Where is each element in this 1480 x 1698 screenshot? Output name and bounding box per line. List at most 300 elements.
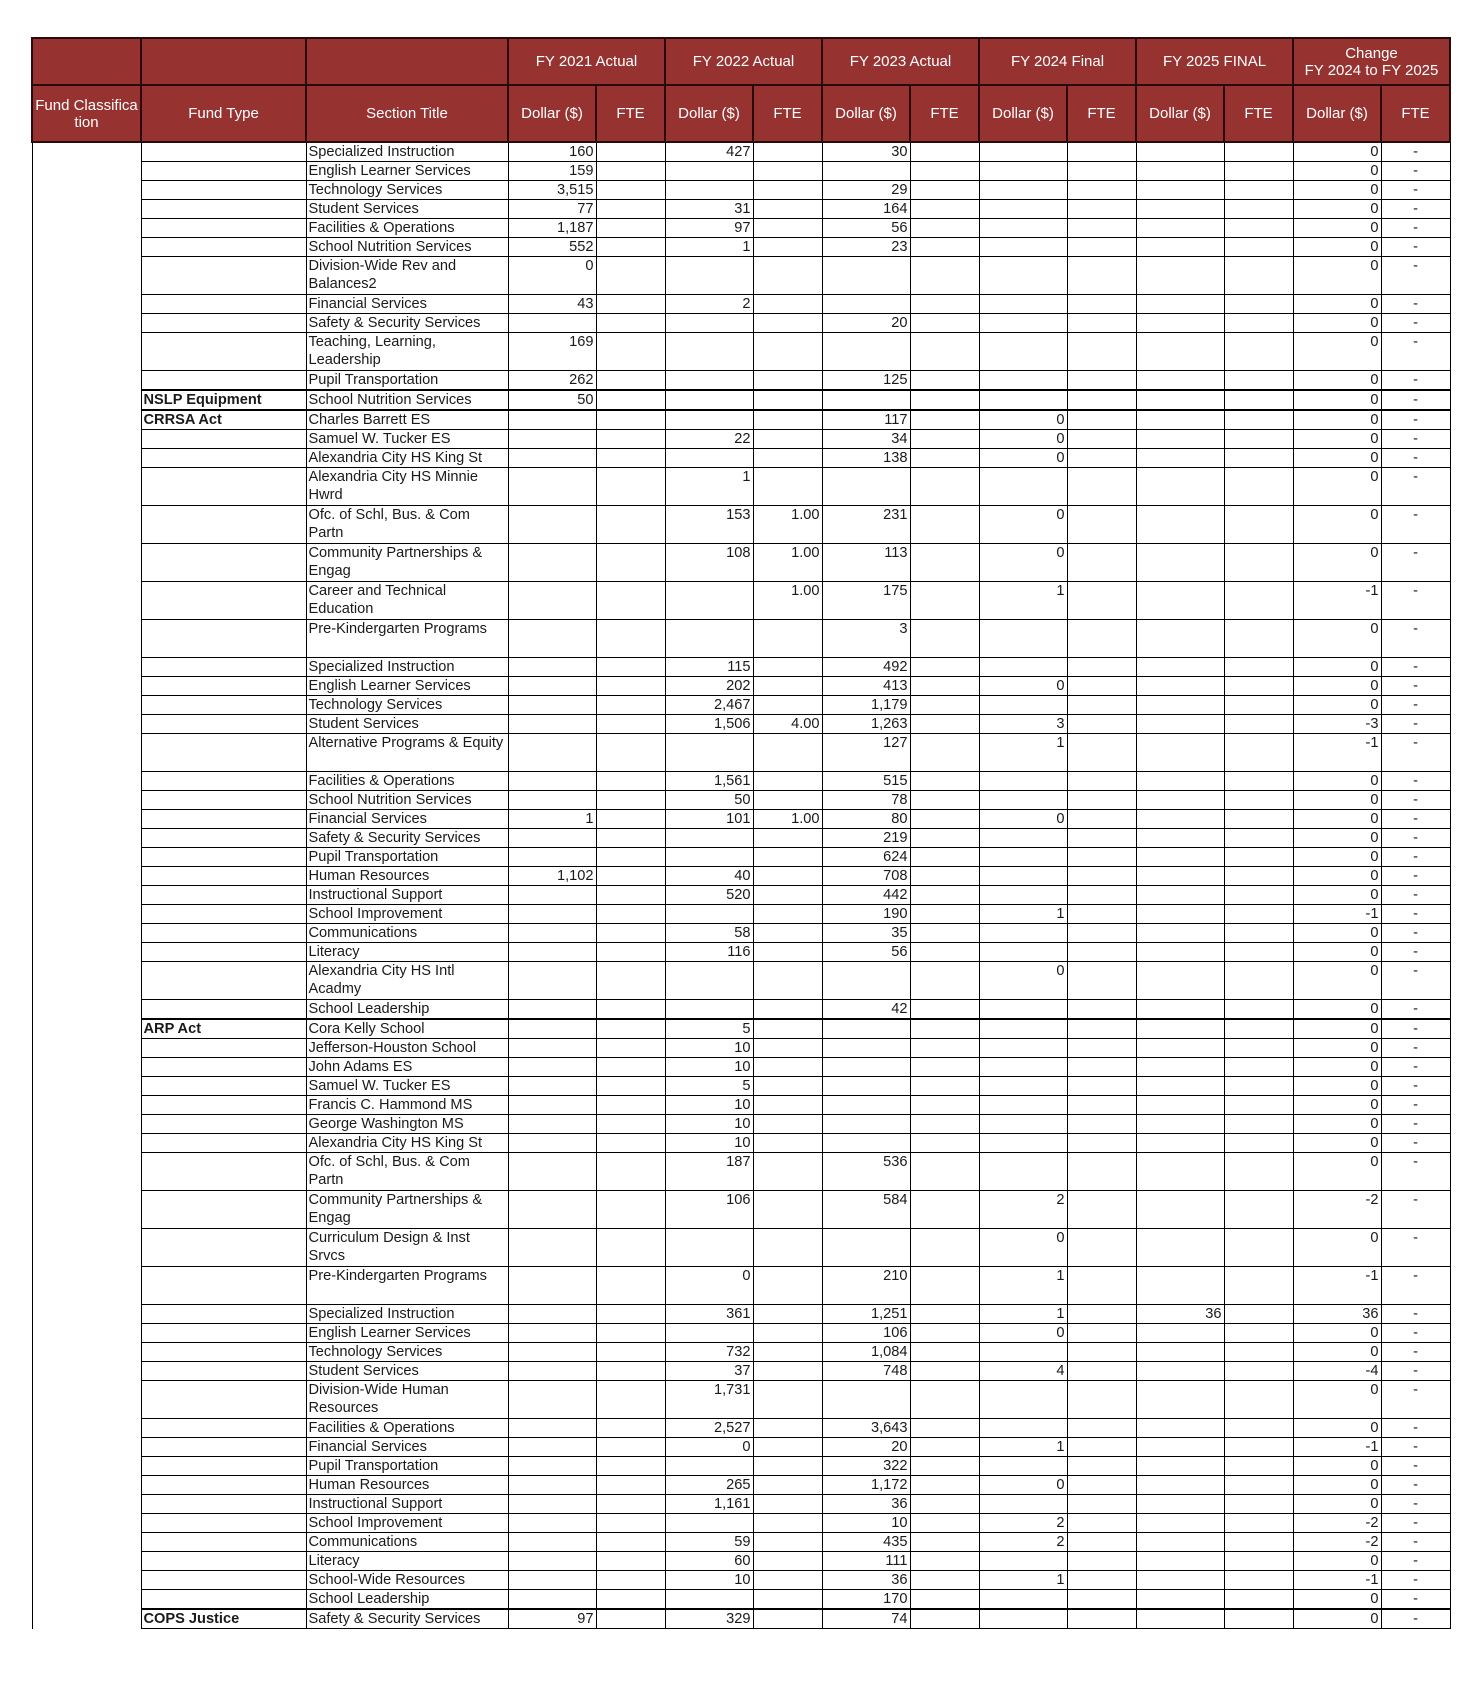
fy2025-dollar-cell (1136, 1495, 1224, 1514)
fy2022-dollar-cell (665, 390, 753, 410)
section-title-cell: English Learner Services (306, 1324, 508, 1343)
change-fte-cell: - (1381, 905, 1450, 924)
fy2025-dollar-cell (1136, 1019, 1224, 1039)
fy2022-dollar-cell: 1 (665, 238, 753, 257)
fy2021-dollar-cell (508, 772, 596, 791)
fy2021-dollar-cell (508, 829, 596, 848)
fy2024-dollar-cell: 0 (979, 410, 1067, 430)
fy2025-dollar-cell (1136, 867, 1224, 886)
change-fte-cell: - (1381, 962, 1450, 1000)
change-fte-cell: - (1381, 200, 1450, 219)
fy2022-dollar-cell (665, 905, 753, 924)
change-fte-cell: - (1381, 943, 1450, 962)
fy2024-fte-cell (1067, 734, 1136, 772)
fy2025-dollar-cell (1136, 1533, 1224, 1552)
fy2024-fte-cell (1067, 715, 1136, 734)
fy2024-dollar-cell (979, 1039, 1067, 1058)
fy2025-dollar-cell (1136, 582, 1224, 620)
fy2025-fte-cell (1224, 715, 1293, 734)
fy2024-fte-cell (1067, 867, 1136, 886)
fy2021-fte-cell (596, 1077, 665, 1096)
change-fte-cell: - (1381, 295, 1450, 314)
fy2021-dollar-cell (508, 1058, 596, 1077)
section-title-cell: Charles Barrett ES (306, 410, 508, 430)
fy2025-fte-cell (1224, 620, 1293, 658)
fy2021-dollar-cell (508, 1039, 596, 1058)
fy2023-fte-cell (910, 886, 979, 905)
change-dollar-cell: 0 (1293, 1115, 1381, 1134)
fy2023-fte-cell (910, 1552, 979, 1571)
fy2021-fte-cell (596, 295, 665, 314)
fy2024-fte-cell (1067, 544, 1136, 582)
fy2023-dollar-cell: 748 (822, 1362, 910, 1381)
fy2024-fte-cell (1067, 200, 1136, 219)
fy2023-fte-cell (910, 1153, 979, 1191)
fy2023-fte-cell (910, 333, 979, 371)
fy2023-fte-cell (910, 791, 979, 810)
section-title-cell: School Nutrition Services (306, 390, 508, 410)
fy2025-fte-cell (1224, 1590, 1293, 1610)
fy2024-dollar-cell (979, 867, 1067, 886)
fy2023-fte-cell (910, 1362, 979, 1381)
fy2025-dollar-cell (1136, 1115, 1224, 1134)
fy2022-dollar-cell: 5 (665, 1077, 753, 1096)
fy2022-dollar-cell (665, 1229, 753, 1267)
section-title-cell: Financial Services (306, 1438, 508, 1457)
change-fte-cell: - (1381, 1115, 1450, 1134)
fy2025-dollar-cell (1136, 506, 1224, 544)
fy2025-dollar-cell (1136, 1438, 1224, 1457)
fy2024-dollar-cell (979, 1134, 1067, 1153)
fy2022-dollar-cell (665, 734, 753, 772)
fy2025-fte-cell (1224, 1362, 1293, 1381)
section-title-cell: Pupil Transportation (306, 1457, 508, 1476)
fy2021-fte-cell (596, 181, 665, 200)
fy2025-fte-cell (1224, 1438, 1293, 1457)
fy2022-fte-cell (753, 257, 822, 295)
fy2021-dollar-cell (508, 1495, 596, 1514)
table-row (32, 924, 1450, 943)
fund-type-cell (141, 848, 306, 867)
fund-type-cell (141, 506, 306, 544)
change-dollar-cell: 0 (1293, 295, 1381, 314)
fy2021-fte-cell (596, 1039, 665, 1058)
change-fte-cell: - (1381, 544, 1450, 582)
fy2025-dollar-cell (1136, 1571, 1224, 1590)
table-row (32, 905, 1450, 924)
fy2022-fte-cell (753, 772, 822, 791)
change-dollar-cell: 0 (1293, 886, 1381, 905)
fy2023-fte-cell (910, 962, 979, 1000)
fy2024-fte-cell (1067, 1134, 1136, 1153)
fund-type-cell (141, 1343, 306, 1362)
fy2025-dollar-cell (1136, 791, 1224, 810)
change-fte-cell: - (1381, 810, 1450, 829)
fy2021-dollar-cell (508, 506, 596, 544)
change-fte-cell: - (1381, 1552, 1450, 1571)
header-fte: FTE (753, 85, 822, 142)
fy2025-fte-cell (1224, 1609, 1293, 1629)
fy2022-fte-cell (753, 734, 822, 772)
fy2023-fte-cell (910, 162, 979, 181)
fy2025-dollar-cell (1136, 1552, 1224, 1571)
change-dollar-cell: 0 (1293, 696, 1381, 715)
fy2025-fte-cell (1224, 962, 1293, 1000)
fy2025-dollar-cell (1136, 943, 1224, 962)
fy2022-dollar-cell (665, 410, 753, 430)
section-title-cell: John Adams ES (306, 1058, 508, 1077)
fy2021-fte-cell (596, 314, 665, 333)
change-fte-cell: - (1381, 1134, 1450, 1153)
fy2021-dollar-cell (508, 1381, 596, 1419)
fy2024-dollar-cell: 0 (979, 544, 1067, 582)
fy2022-dollar-cell: 520 (665, 886, 753, 905)
fy2023-dollar-cell: 42 (822, 1000, 910, 1020)
fy2025-fte-cell (1224, 468, 1293, 506)
budget-table (31, 37, 1451, 1629)
fy2023-fte-cell (910, 314, 979, 333)
fy2022-dollar-cell: 202 (665, 677, 753, 696)
fy2024-dollar-cell (979, 658, 1067, 677)
change-dollar-cell: -1 (1293, 1267, 1381, 1305)
fy2024-dollar-cell (979, 371, 1067, 391)
fy2025-fte-cell (1224, 181, 1293, 200)
fund-type-cell (141, 734, 306, 772)
fy2025-fte-cell (1224, 1495, 1293, 1514)
fund-classification-cell (32, 142, 141, 1629)
header-fte: FTE (1224, 85, 1293, 142)
fy2022-fte-cell (753, 1000, 822, 1020)
fy2022-dollar-cell: 10 (665, 1134, 753, 1153)
fy2025-dollar-cell (1136, 962, 1224, 1000)
fy2021-dollar-cell: 159 (508, 162, 596, 181)
fy2023-dollar-cell: 164 (822, 200, 910, 219)
fy2024-fte-cell (1067, 1019, 1136, 1039)
fy2021-dollar-cell (508, 1267, 596, 1305)
fund-type-cell (141, 371, 306, 391)
fy2023-fte-cell (910, 1191, 979, 1229)
fy2022-dollar-cell (665, 848, 753, 867)
fund-type-cell: NSLP Equipment (141, 390, 306, 410)
fy2024-fte-cell (1067, 677, 1136, 696)
section-title-cell: English Learner Services (306, 677, 508, 696)
fy2022-fte-cell (753, 1153, 822, 1191)
fy2021-fte-cell (596, 1134, 665, 1153)
fy2021-fte-cell (596, 772, 665, 791)
fy2021-dollar-cell (508, 1419, 596, 1438)
fy2024-dollar-cell: 0 (979, 430, 1067, 449)
fy2022-fte-cell (753, 905, 822, 924)
header-dollar: Dollar ($) (1293, 85, 1381, 142)
fy2023-dollar-cell (822, 1058, 910, 1077)
header-fund-type: Fund Type (141, 85, 306, 142)
change-fte-cell: - (1381, 1533, 1450, 1552)
change-fte-cell: - (1381, 390, 1450, 410)
fy2023-dollar-cell (822, 962, 910, 1000)
fy2024-dollar-cell (979, 1590, 1067, 1610)
change-fte-cell: - (1381, 1058, 1450, 1077)
table-row (32, 257, 1450, 295)
fy2021-dollar-cell (508, 430, 596, 449)
change-dollar-cell: 0 (1293, 1343, 1381, 1362)
fy2025-dollar-cell (1136, 1153, 1224, 1191)
fy2025-fte-cell (1224, 430, 1293, 449)
fy2022-dollar-cell: 0 (665, 1438, 753, 1457)
fy2022-dollar-cell (665, 1000, 753, 1020)
fund-type-cell (141, 658, 306, 677)
fy2023-dollar-cell (822, 390, 910, 410)
fy2021-fte-cell (596, 1590, 665, 1610)
fund-type-cell (141, 1324, 306, 1343)
change-dollar-cell: 0 (1293, 658, 1381, 677)
fy2022-dollar-cell (665, 333, 753, 371)
table-row (32, 1552, 1450, 1571)
section-title-cell: School Improvement (306, 905, 508, 924)
fund-type-cell (141, 1000, 306, 1020)
fy2022-dollar-cell: 10 (665, 1096, 753, 1115)
section-title-cell: Samuel W. Tucker ES (306, 1077, 508, 1096)
fy2022-fte-cell (753, 924, 822, 943)
change-dollar-cell: -1 (1293, 1438, 1381, 1457)
fy2021-fte-cell (596, 1343, 665, 1362)
fy2023-dollar-cell (822, 468, 910, 506)
fy2021-dollar-cell (508, 734, 596, 772)
section-title-cell: Ofc. of Schl, Bus. & Com Partn (306, 1153, 508, 1191)
change-dollar-cell: 0 (1293, 200, 1381, 219)
fy2021-fte-cell (596, 1153, 665, 1191)
fy2023-dollar-cell: 36 (822, 1571, 910, 1590)
fy2022-dollar-cell: 153 (665, 506, 753, 544)
change-dollar-cell: 0 (1293, 162, 1381, 181)
section-title-cell: Human Resources (306, 1476, 508, 1495)
fy2024-dollar-cell: 1 (979, 1267, 1067, 1305)
fy2025-dollar-cell (1136, 257, 1224, 295)
fy2023-fte-cell (910, 257, 979, 295)
section-title-cell: Human Resources (306, 867, 508, 886)
table-row (32, 314, 1450, 333)
fund-type-cell (141, 1305, 306, 1324)
fy2023-fte-cell (910, 1571, 979, 1590)
fy2025-fte-cell (1224, 1191, 1293, 1229)
fy2021-dollar-cell: 3,515 (508, 181, 596, 200)
change-dollar-cell: 0 (1293, 468, 1381, 506)
header-fy2025: FY 2025 FINAL (1136, 38, 1293, 85)
fy2023-fte-cell (910, 1267, 979, 1305)
fy2022-fte-cell (753, 410, 822, 430)
fy2023-dollar-cell: 74 (822, 1609, 910, 1629)
fy2023-fte-cell (910, 1533, 979, 1552)
change-fte-cell: - (1381, 1153, 1450, 1191)
fy2021-fte-cell (596, 1419, 665, 1438)
fy2024-fte-cell (1067, 1191, 1136, 1229)
fy2024-dollar-cell: 3 (979, 715, 1067, 734)
table-row (32, 1438, 1450, 1457)
fy2021-fte-cell (596, 1058, 665, 1077)
change-dollar-cell: -2 (1293, 1191, 1381, 1229)
fy2025-dollar-cell (1136, 1590, 1224, 1610)
fy2022-dollar-cell: 10 (665, 1058, 753, 1077)
table-row (32, 468, 1450, 506)
fy2021-dollar-cell: 50 (508, 390, 596, 410)
fy2025-fte-cell (1224, 1077, 1293, 1096)
fy2021-fte-cell (596, 829, 665, 848)
fy2022-dollar-cell: 22 (665, 430, 753, 449)
table-row (32, 371, 1450, 391)
fy2025-dollar-cell (1136, 1476, 1224, 1495)
fy2021-fte-cell (596, 257, 665, 295)
fy2024-dollar-cell (979, 791, 1067, 810)
fy2024-dollar-cell (979, 468, 1067, 506)
fund-type-cell (141, 238, 306, 257)
change-dollar-cell: 0 (1293, 829, 1381, 848)
fy2023-dollar-cell: 210 (822, 1267, 910, 1305)
change-fte-cell: - (1381, 1019, 1450, 1039)
section-title-cell: Specialized Instruction (306, 658, 508, 677)
fy2025-dollar-cell (1136, 1609, 1224, 1629)
fund-type-cell (141, 544, 306, 582)
fy2023-fte-cell (910, 430, 979, 449)
fy2022-dollar-cell (665, 1457, 753, 1476)
fund-type-cell (141, 1438, 306, 1457)
fy2025-fte-cell (1224, 1039, 1293, 1058)
fy2022-fte-cell (753, 1552, 822, 1571)
section-title-cell: Ofc. of Schl, Bus. & Com Partn (306, 506, 508, 544)
header-change-line1: Change (1345, 44, 1398, 62)
fy2021-fte-cell (596, 905, 665, 924)
fy2022-fte-cell (753, 1096, 822, 1115)
fund-type-cell (141, 1571, 306, 1590)
fy2024-dollar-cell (979, 1096, 1067, 1115)
fy2022-fte-cell (753, 162, 822, 181)
change-fte-cell: - (1381, 829, 1450, 848)
fy2023-dollar-cell: 117 (822, 410, 910, 430)
fy2024-dollar-cell (979, 943, 1067, 962)
change-fte-cell: - (1381, 181, 1450, 200)
fy2025-dollar-cell (1136, 371, 1224, 391)
fy2021-dollar-cell (508, 1134, 596, 1153)
fy2024-dollar-cell: 1 (979, 905, 1067, 924)
fy2021-dollar-cell (508, 924, 596, 943)
fy2021-fte-cell (596, 1267, 665, 1305)
fund-type-cell (141, 772, 306, 791)
table-row (32, 791, 1450, 810)
table-row (32, 1533, 1450, 1552)
table-row (32, 772, 1450, 791)
fy2023-dollar-cell: 56 (822, 219, 910, 238)
table-row (32, 219, 1450, 238)
fy2021-fte-cell (596, 333, 665, 371)
fy2021-dollar-cell (508, 449, 596, 468)
fy2023-dollar-cell: 56 (822, 943, 910, 962)
fy2023-dollar-cell (822, 1019, 910, 1039)
section-title-cell: School-Wide Resources (306, 1571, 508, 1590)
change-dollar-cell: 0 (1293, 544, 1381, 582)
table-row (32, 582, 1450, 620)
fy2022-fte-cell (753, 238, 822, 257)
fy2022-dollar-cell: 187 (665, 1153, 753, 1191)
fy2025-fte-cell (1224, 677, 1293, 696)
fy2023-fte-cell (910, 200, 979, 219)
change-dollar-cell: 0 (1293, 1000, 1381, 1020)
fy2022-fte-cell (753, 468, 822, 506)
section-title-cell: Instructional Support (306, 886, 508, 905)
fy2024-fte-cell (1067, 1362, 1136, 1381)
fy2021-dollar-cell (508, 1115, 596, 1134)
section-title-cell: Alternative Programs & Equity (306, 734, 508, 772)
fy2024-dollar-cell (979, 1552, 1067, 1571)
section-title-cell: Alexandria City HS Intl Acadmy (306, 962, 508, 1000)
fy2022-dollar-cell (665, 162, 753, 181)
fy2023-fte-cell (910, 219, 979, 238)
fy2021-dollar-cell (508, 715, 596, 734)
fy2021-dollar-cell (508, 1590, 596, 1610)
fy2025-dollar-cell (1136, 1267, 1224, 1305)
fy2023-fte-cell (910, 1115, 979, 1134)
fy2021-dollar-cell: 1,102 (508, 867, 596, 886)
fy2024-fte-cell (1067, 1381, 1136, 1419)
fy2023-dollar-cell (822, 333, 910, 371)
fy2022-fte-cell (753, 1533, 822, 1552)
change-fte-cell: - (1381, 371, 1450, 391)
section-title-cell: Specialized Instruction (306, 142, 508, 162)
fy2023-dollar-cell: 175 (822, 582, 910, 620)
fy2021-dollar-cell: 43 (508, 295, 596, 314)
fy2024-dollar-cell (979, 219, 1067, 238)
header-fte: FTE (910, 85, 979, 142)
fy2021-fte-cell (596, 791, 665, 810)
fy2025-fte-cell (1224, 1552, 1293, 1571)
change-fte-cell: - (1381, 410, 1450, 430)
section-title-cell: Alexandria City HS King St (306, 449, 508, 468)
change-dollar-cell: 0 (1293, 1077, 1381, 1096)
change-dollar-cell: 0 (1293, 848, 1381, 867)
fy2023-fte-cell (910, 658, 979, 677)
fy2022-fte-cell (753, 848, 822, 867)
section-title-cell: Literacy (306, 1552, 508, 1571)
fy2025-fte-cell (1224, 1343, 1293, 1362)
fund-type-cell (141, 1096, 306, 1115)
fy2025-fte-cell (1224, 506, 1293, 544)
table-row (32, 867, 1450, 886)
fy2022-dollar-cell (665, 829, 753, 848)
fy2024-fte-cell (1067, 962, 1136, 1000)
fy2025-fte-cell (1224, 1305, 1293, 1324)
fund-type-cell (141, 1552, 306, 1571)
fy2023-dollar-cell: 322 (822, 1457, 910, 1476)
fy2024-fte-cell (1067, 142, 1136, 162)
fy2021-fte-cell (596, 1514, 665, 1533)
fy2024-dollar-cell (979, 1457, 1067, 1476)
section-title-cell: Division-Wide Human Resources (306, 1381, 508, 1419)
fy2025-fte-cell (1224, 696, 1293, 715)
fy2022-fte-cell (753, 200, 822, 219)
fy2022-fte-cell (753, 371, 822, 391)
fy2023-fte-cell (910, 677, 979, 696)
section-title-cell: Pre-Kindergarten Programs (306, 620, 508, 658)
fy2023-fte-cell (910, 142, 979, 162)
fund-type-cell (141, 1590, 306, 1610)
fy2021-fte-cell (596, 1438, 665, 1457)
fy2022-dollar-cell (665, 1324, 753, 1343)
fy2025-dollar-cell (1136, 620, 1224, 658)
change-fte-cell: - (1381, 238, 1450, 257)
table-row (32, 506, 1450, 544)
fy2021-fte-cell (596, 582, 665, 620)
fy2024-dollar-cell: 2 (979, 1514, 1067, 1533)
fy2022-dollar-cell: 50 (665, 791, 753, 810)
change-dollar-cell: 0 (1293, 1552, 1381, 1571)
fy2023-dollar-cell: 708 (822, 867, 910, 886)
